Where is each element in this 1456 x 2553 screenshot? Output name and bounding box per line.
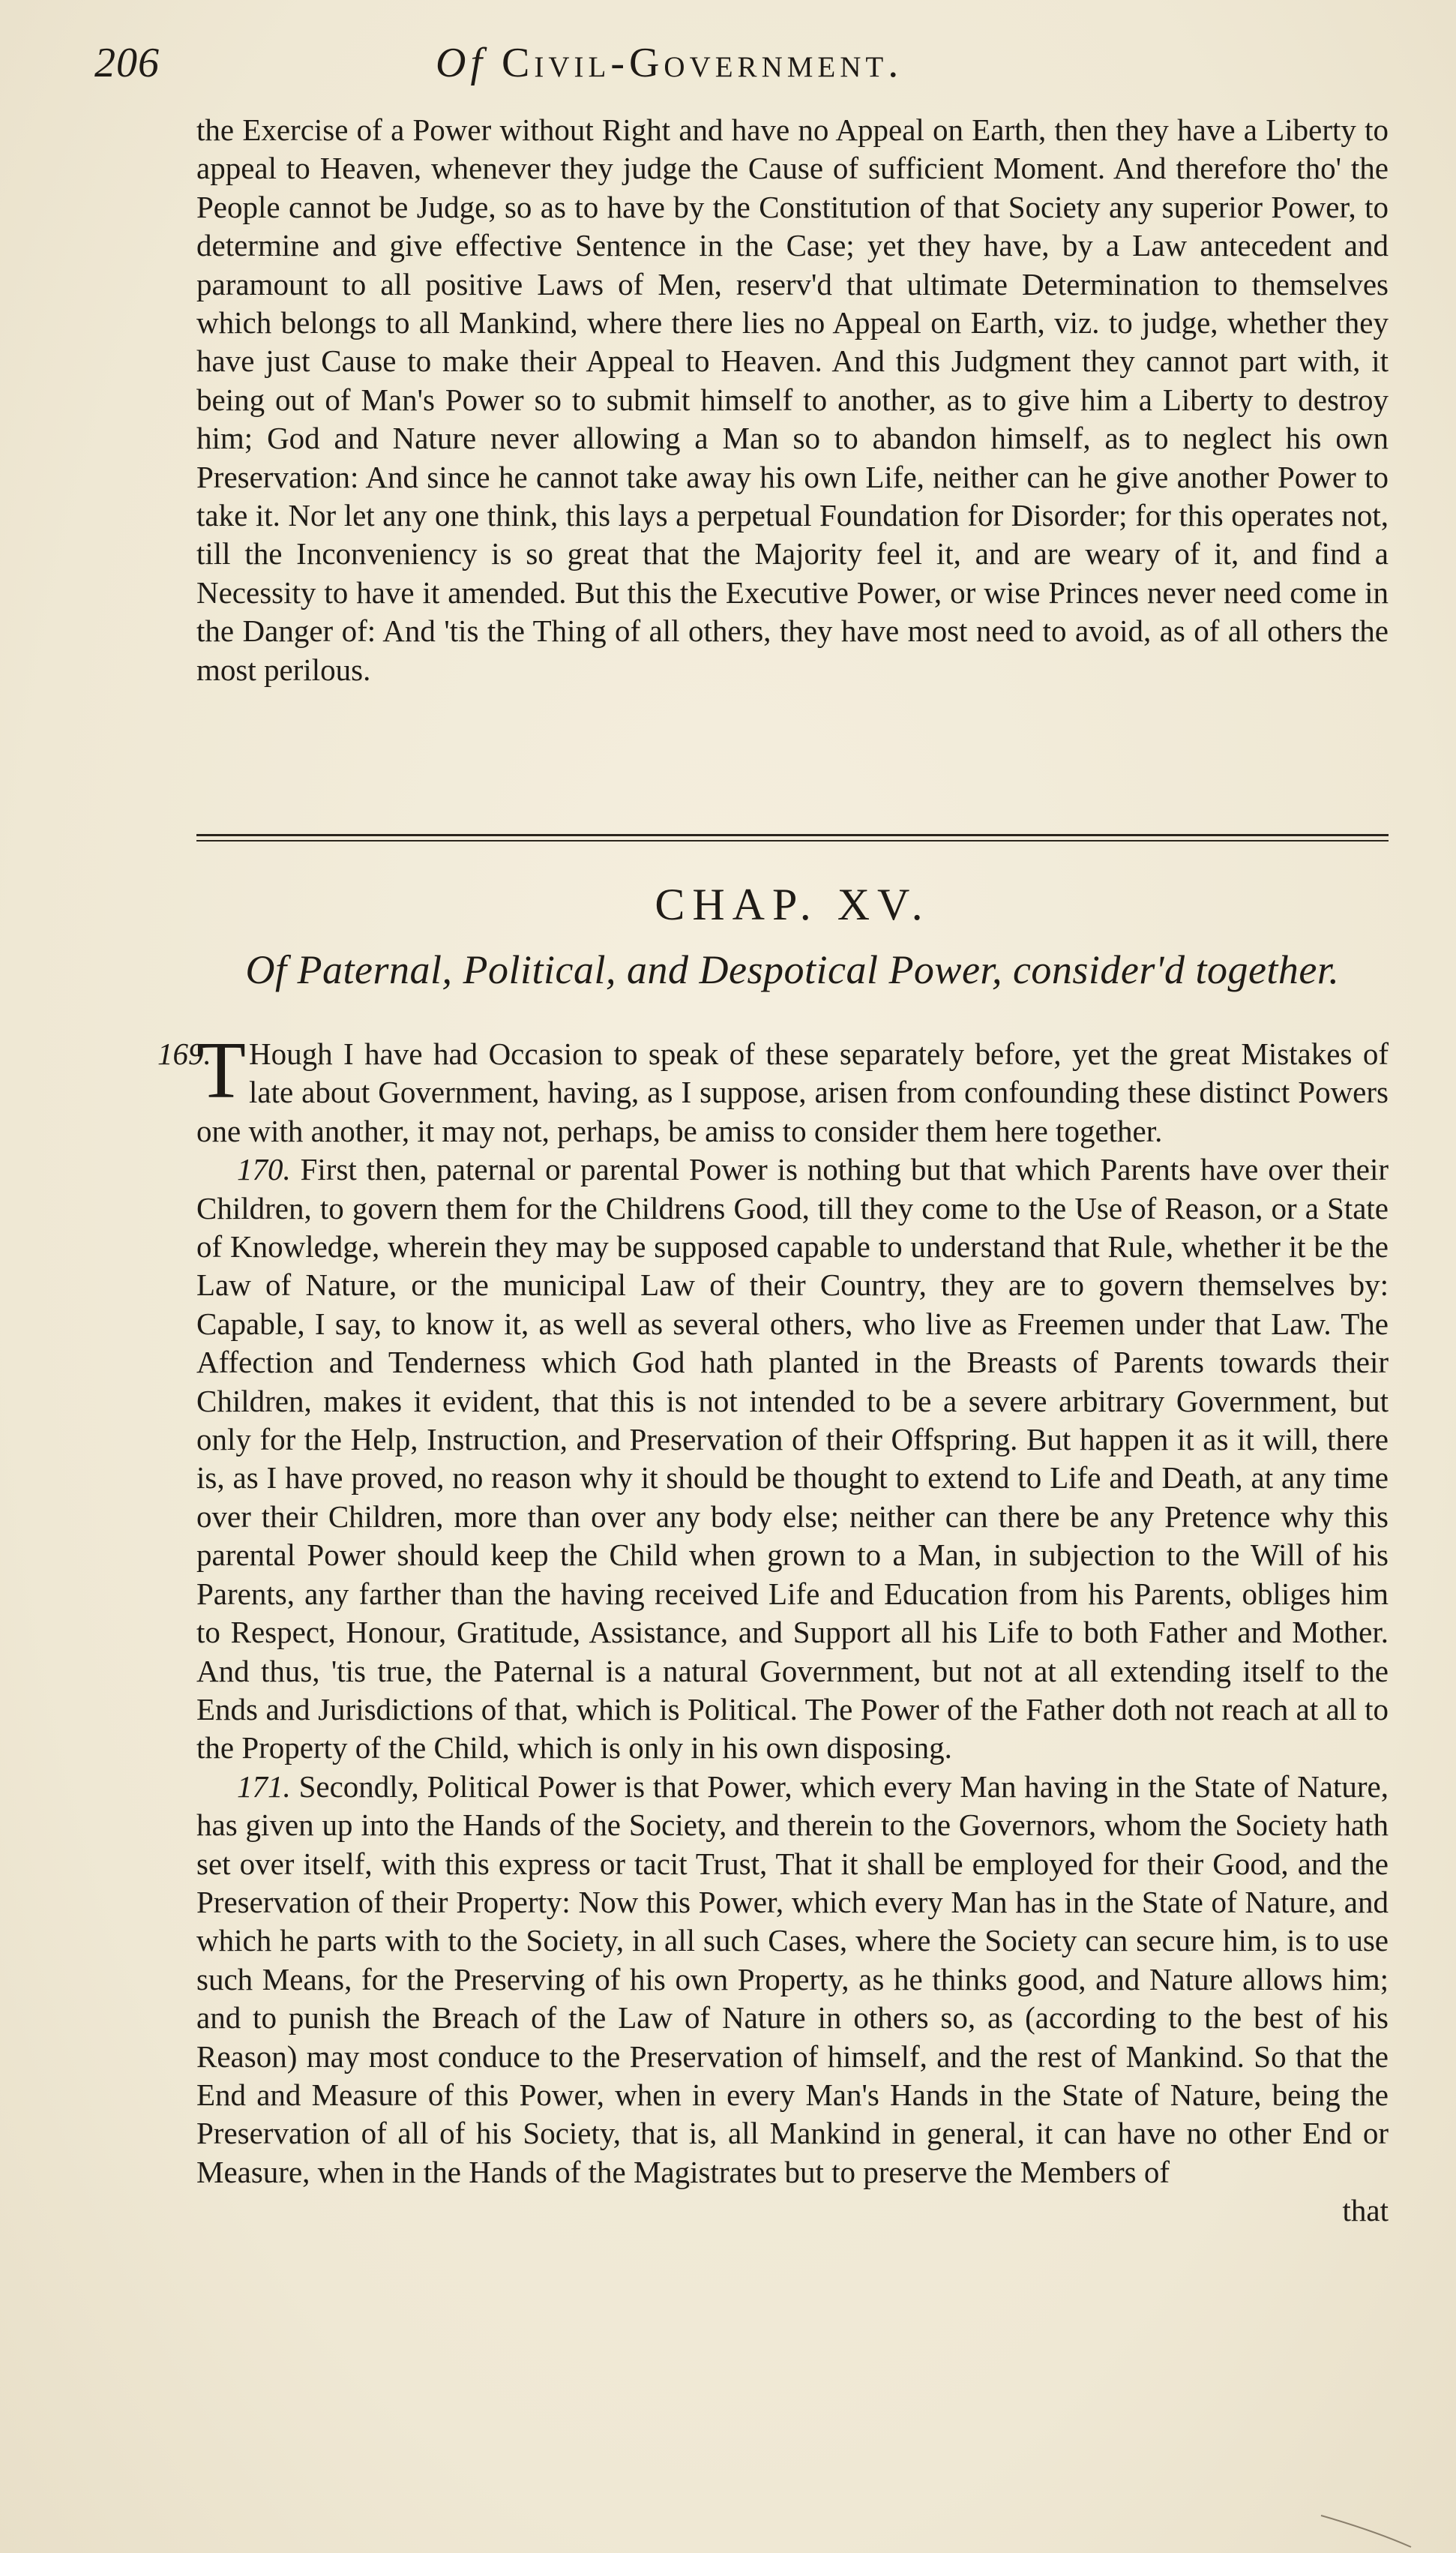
drop-cap: T: [196, 1026, 246, 1115]
page-number: 206: [94, 40, 160, 86]
page-header: [94, 39, 1384, 92]
section-number-169: 169.: [157, 1036, 211, 1071]
chapter-divider-rule: [196, 834, 1389, 836]
running-head: [436, 39, 903, 87]
catchword: that: [1342, 2193, 1389, 2228]
continued-paragraph: [196, 111, 1389, 689]
section-170: [196, 1150, 1389, 1768]
section-171: [196, 1768, 1389, 2192]
continued-paragraph-text: the Exercise of a Power without Right and have no Appeal on Earth, then they have a Liberty to appeal to Heaven, whenever they judge the Cause of sufficient Moment. And therefore tho' the People cannot be Judge, so as to have by the Constitution of that Society any superior Power, to determine and give effective Sentence in the Case; yet they have, by a Law antecedent and paramount to all positive Laws of Men, reserv'd that ultimate Determination to themselves which belongs to all Mankind, where there lies no Appeal on Earth, viz. to judge, whether they have just Cause to make their Appeal to Heaven. And this Judgment they cannot part with, it being out of Man's Power so to submit himself to another, as to give him a Liberty to destroy him; God and Nature never allowing a Man so to abandon himself, as to neglect his own Preservation: And since he cannot take away his own Life, neither can he give another Power to take it. Nor let any one think, this lays a perpetual Foundation for Disorder; for this operates not, till the Inconveniency is so great that the Majority feel it, and are weary of it, and find a Necessity to have it amended. But this the Executive Power, or wise Princes never need come in the Danger of: And 'tis the Thing of all others, they have most need to avoid, as of all others the most perilous.: [196, 112, 1389, 687]
chapter-title: CHAP. XV.: [655, 880, 930, 929]
section-169: [157, 1026, 1389, 1150]
page-corner-mark: [1306, 2508, 1456, 2553]
chapter-body: [157, 1026, 1389, 2230]
running-head-title: Civil-Government.: [502, 40, 903, 86]
section-170-text: First then, paternal or parental Power is nothing but that which Parents have over their Children, to govern them for the Childrens Good, till they come to the Use of Reason, or a State of Knowledge, wherein they may be supposed capable to understand that Rule, whether it be the Law of Nature, or the municipal Law of their Country, they are to govern themselves by: Capable, I say, to know it, as well as several others, who live as Freemen under that Law. The Affection and Tenderness which God hath planted in the Breasts of Parents towards their Children, makes it evident, that this is not intended to be a severe arbitrary Government, but only for the Help, Instruction, and Preservation of their Offspring. But happen it as it will, there is, as I have proved, no reason why it should be thought to extend to Life and Death, at any time over their Children, more than over any body else; neither can there be any Pretence why this parental Power should keep the Child when grown to a Man, in subjection to the Will of his Parents, any farther than the having received Life and Education from his Parents, obliges him to Respect, Honour, Gratitude, Assistance, and Support all his Life to both Father and Mother. And thus, 'tis true, the Paternal is a natural Government, but not at all extending itself to the Ends and Jurisdictions of that, which is Political. The Power of the Father doth not reach at all to the Property of the Child, which is only in his own disposing.: [196, 1152, 1389, 1766]
section-171-text: Secondly, Political Power is that Power, which every Man having in the State of Nature, has given up into the Hands of the Society, and therein to the Governors, whom the Society hath set over itself, with this express or tacit Trust, That it shall be employed for their Good, and the Preservation of their Property: Now this Power, which every Man has in the State of Nature, and which he parts with to the Society, in all such Cases, where the Society can secure him, is to use such Means, for the Preserving of his own Property, as he thinks good, and Nature allows him; and to punish the Breach of the Law of Nature in others so, as (according to the best of his Reason) may most conduce to the Preservation of himself, and the rest of Mankind. So that the End and Measure of this Power, when in every Man's Hands in the State of Nature, being the Preservation of all of his Society, that is, all Mankind in general, it can have no other End or Measure, when in the Hands of the Magistrates but to preserve the Members of: [196, 1768, 1389, 2189]
section-number-170: 170.: [237, 1152, 291, 1187]
section-number-171: 171.: [237, 1768, 291, 1804]
chapter-subtitle: Of Paternal, Political, and Despotical Power, consider'd together.: [245, 947, 1340, 992]
running-head-of: Of: [436, 40, 487, 86]
section-169-text: Hough I have had Occasion to speak of these separately before, yet the great Mistakes of late about Government, having, as I suppose, arisen from confounding these distinct Powers one with another, it may not, perhaps, be amiss to consider them here together.: [196, 1036, 1389, 1148]
